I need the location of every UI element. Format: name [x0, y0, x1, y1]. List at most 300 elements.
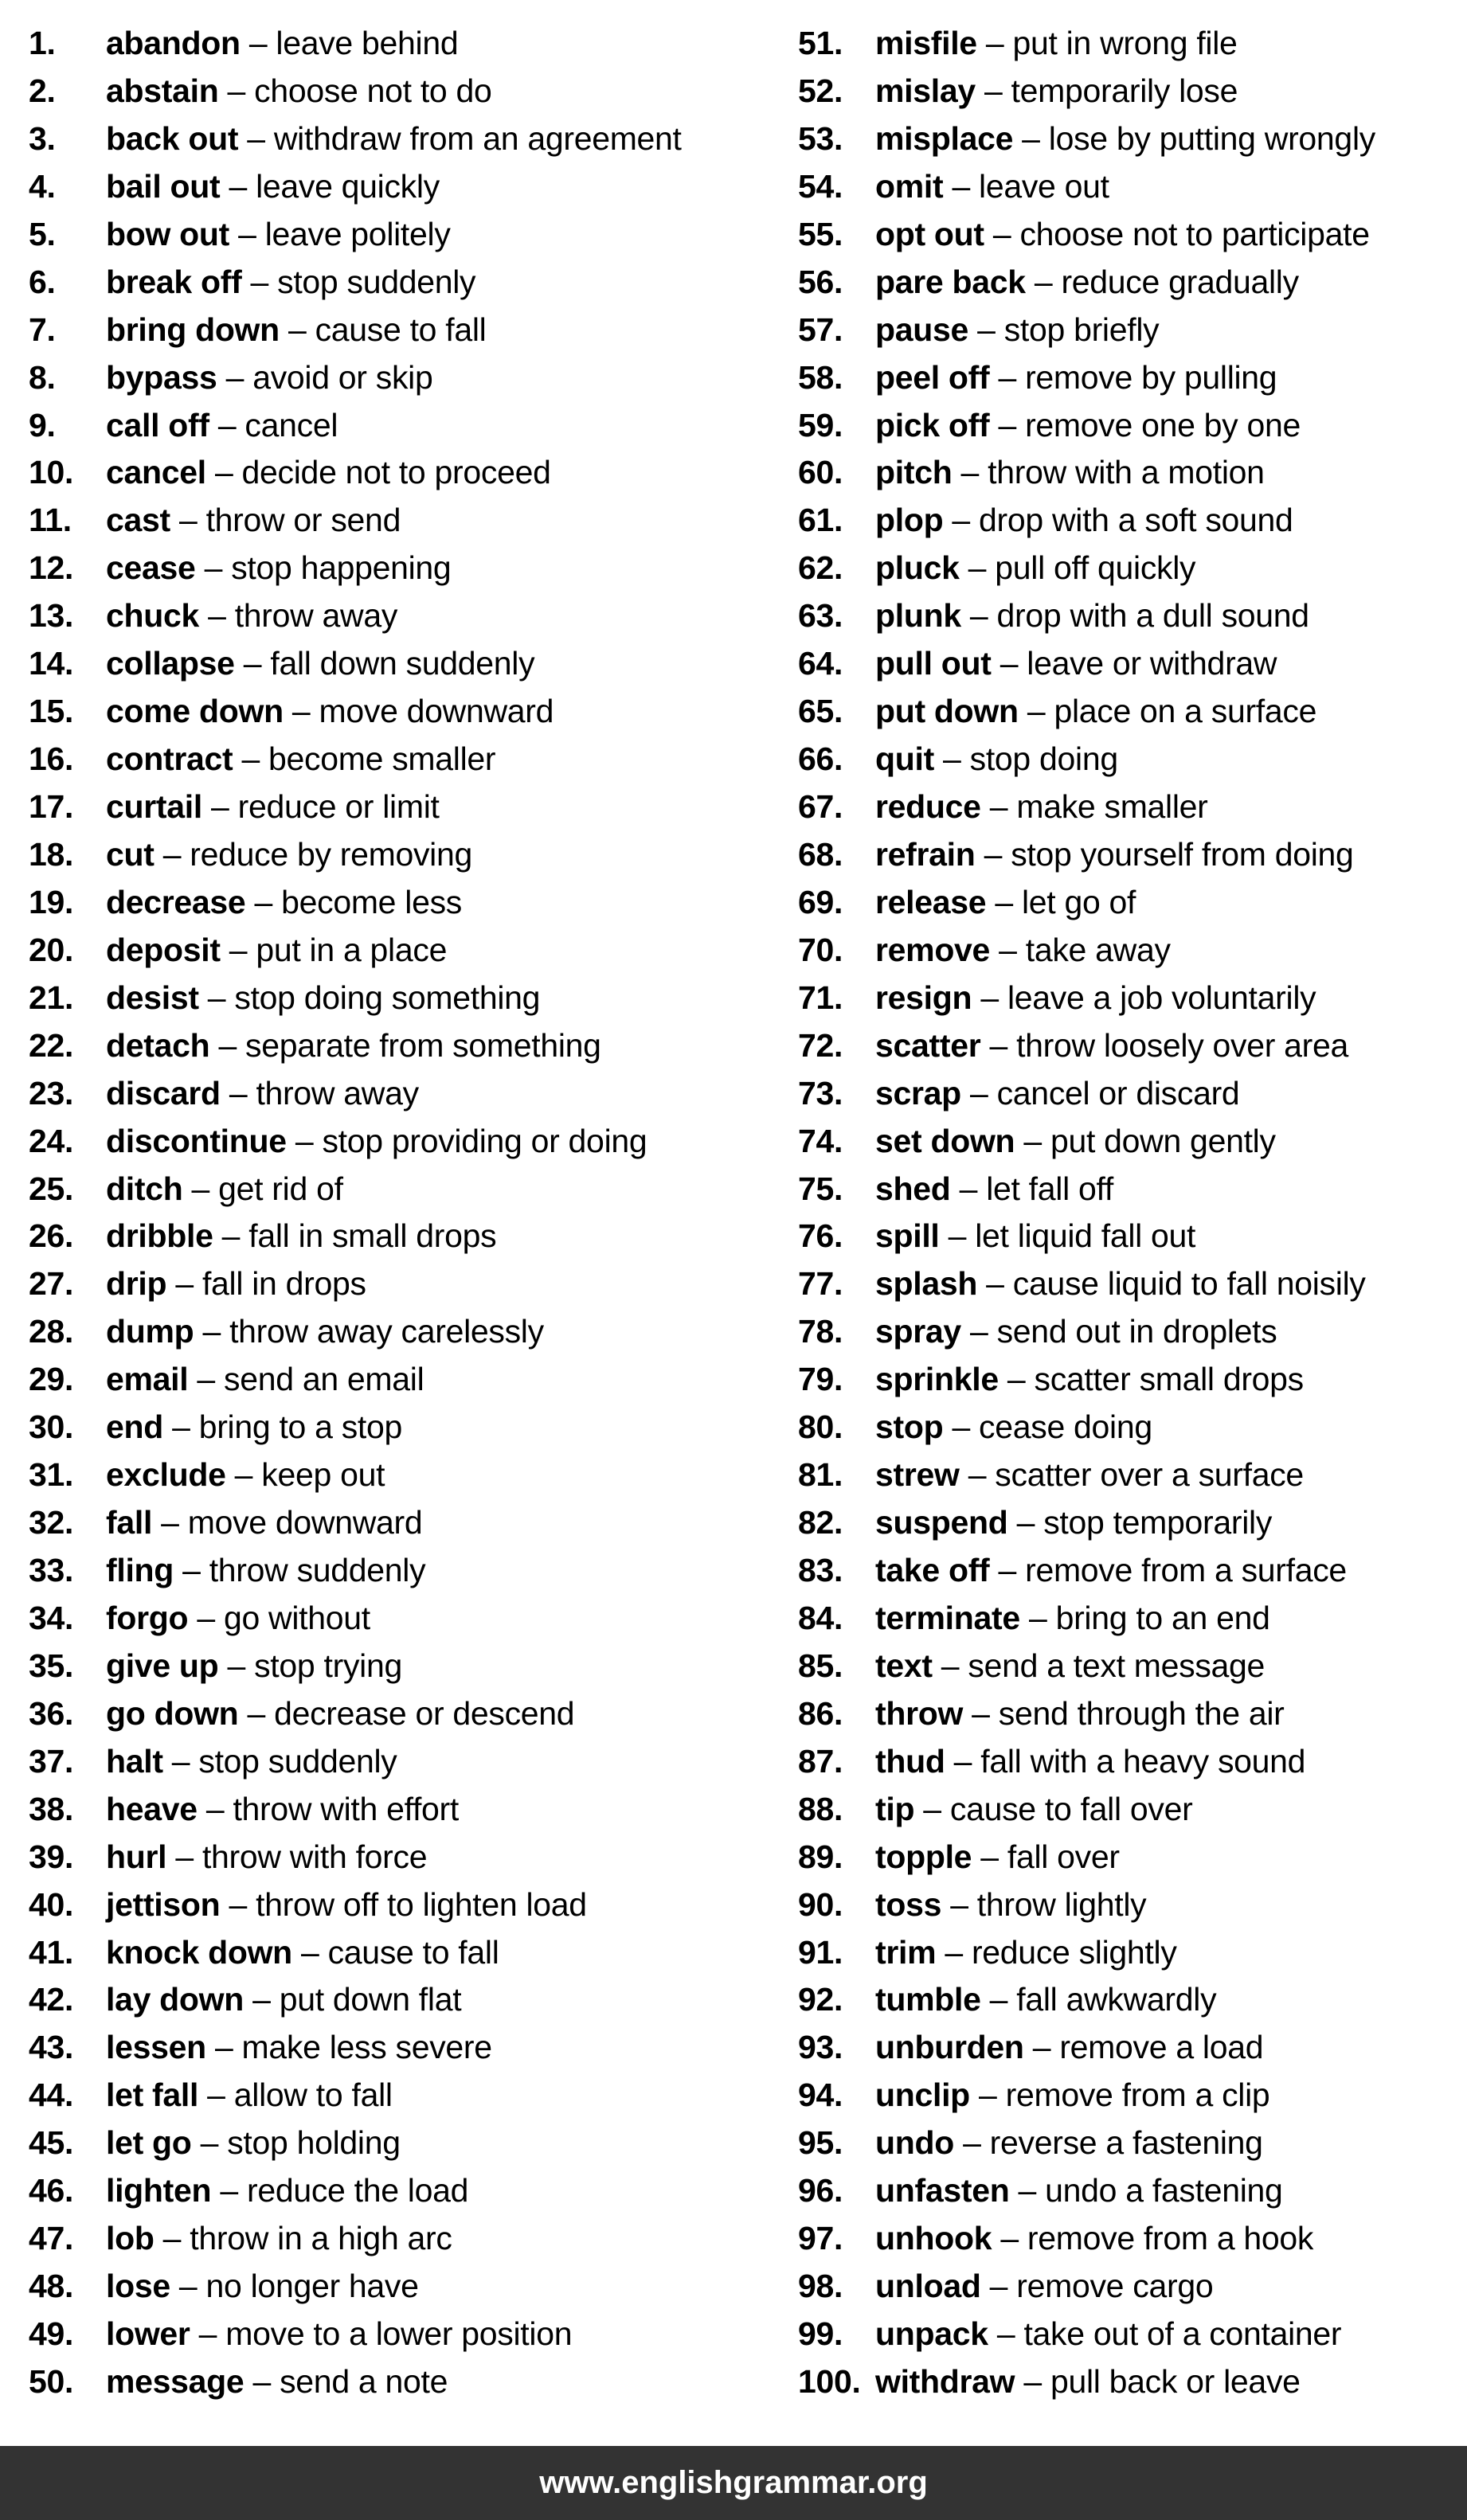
item-term: resign	[875, 979, 972, 1016]
item-definition: put in a place	[256, 931, 448, 968]
item-separator: –	[286, 1122, 323, 1159]
item-number: 79.	[798, 1361, 843, 1398]
item-term: detach	[106, 1026, 210, 1064]
item-definition: put in wrong file	[1012, 25, 1238, 61]
item-number: 30.	[29, 1408, 74, 1446]
item-number: 92.	[798, 1981, 843, 2018]
item-separator: –	[283, 693, 319, 730]
item-number: 69.	[798, 883, 843, 920]
item-term: abstain	[106, 72, 219, 109]
item-entry	[106, 1308, 544, 1356]
item-separator: –	[209, 406, 245, 443]
item-number: 4.	[29, 167, 56, 205]
item-number: 68.	[798, 835, 843, 873]
item-separator: –	[182, 1170, 219, 1207]
item-term: pull out	[875, 645, 992, 682]
item-entry	[875, 1308, 1277, 1356]
item-entry	[875, 2215, 1313, 2263]
item-entry	[106, 402, 338, 450]
item-number: 97.	[798, 2220, 843, 2257]
item-entry	[875, 1213, 1195, 1260]
item-separator: –	[1015, 1122, 1050, 1159]
item-entry	[106, 1881, 587, 1929]
item-definition: withdraw from an agreement	[273, 119, 682, 157]
item-term: bail out	[106, 167, 221, 205]
item-definition: go without	[223, 1599, 370, 1636]
item-term: let fall	[106, 2077, 199, 2114]
item-definition: bring to an end	[1055, 1599, 1270, 1636]
item-term: bring down	[106, 311, 280, 348]
item-entry	[875, 211, 1370, 259]
item-definition: choose not to participate	[1019, 215, 1370, 252]
item-definition: throw with a motion	[988, 454, 1265, 491]
item-definition: leave politely	[264, 215, 451, 252]
item-separator: –	[197, 1790, 233, 1827]
item-separator: –	[943, 167, 980, 205]
item-term: trim	[875, 1933, 937, 1971]
item-entry	[875, 1022, 1348, 1070]
item-entry	[106, 831, 472, 879]
item-entry	[106, 115, 682, 163]
item-separator: –	[229, 215, 265, 252]
item-term: mislay	[875, 72, 976, 109]
item-number: 53.	[798, 119, 843, 157]
item-separator: –	[1009, 2172, 1046, 2209]
item-entry	[106, 1356, 424, 1404]
item-term: abandon	[106, 25, 241, 61]
item-separator: –	[220, 1074, 256, 1112]
item-entry	[106, 1786, 459, 1834]
item-term: halt	[106, 1742, 163, 1780]
item-separator: –	[217, 358, 253, 396]
item-definition: leave quickly	[256, 167, 440, 205]
item-number: 3.	[29, 119, 56, 157]
item-entry	[106, 736, 495, 783]
item-number: 12.	[29, 549, 74, 587]
item-definition: stop yourself from doing	[1011, 835, 1354, 873]
item-separator: –	[998, 1361, 1035, 1398]
item-entry	[875, 1976, 1216, 2024]
item-number: 48.	[29, 2268, 74, 2305]
item-definition: send a note	[280, 2362, 448, 2400]
item-separator: –	[225, 1456, 262, 1494]
item-entry	[106, 1690, 574, 1738]
item-definition: throw suddenly	[209, 1552, 426, 1588]
item-term: knock down	[106, 1933, 292, 1971]
item-number: 42.	[29, 1981, 74, 2018]
item-number: 74.	[798, 1122, 843, 1159]
item-number: 28.	[29, 1313, 74, 1350]
item-number: 76.	[798, 1217, 843, 1255]
item-number: 25.	[29, 1170, 74, 1207]
item-term: set down	[875, 1122, 1015, 1159]
item-definition: fall with a heavy sound	[980, 1742, 1306, 1780]
item-entry	[106, 783, 440, 831]
item-entry	[875, 1881, 1146, 1929]
item-number: 41.	[29, 1933, 74, 1971]
item-entry	[875, 783, 1208, 831]
item-entry	[106, 1404, 402, 1451]
item-term: exclude	[106, 1456, 226, 1494]
item-number: 62.	[798, 549, 843, 587]
item-term: quit	[875, 740, 934, 778]
item-term: lose	[106, 2268, 170, 2305]
item-definition: take away	[1025, 931, 1171, 968]
item-definition: reduce or limit	[237, 788, 440, 825]
item-entry	[875, 831, 1354, 879]
item-separator: –	[218, 72, 255, 109]
item-term: hurl	[106, 1838, 167, 1875]
item-separator: –	[1013, 119, 1049, 157]
item-number: 56.	[798, 263, 843, 300]
item-term: back out	[106, 119, 239, 157]
item-number: 11.	[29, 502, 72, 539]
item-definition: let go of	[1021, 883, 1136, 920]
item-separator: –	[952, 454, 988, 491]
item-term: pluck	[875, 549, 960, 587]
item-definition: fall in drops	[201, 1265, 366, 1303]
item-separator: –	[975, 72, 1011, 109]
item-term: splash	[875, 1265, 978, 1303]
item-term: contract	[106, 740, 233, 778]
item-entry	[875, 497, 1293, 545]
item-number: 27.	[29, 1265, 74, 1303]
item-term: break off	[106, 263, 242, 300]
item-number: 83.	[798, 1552, 843, 1588]
item-number: 73.	[798, 1074, 843, 1112]
item-definition: remove cargo	[1016, 2268, 1214, 2305]
item-entry	[106, 879, 462, 927]
item-definition: pull back or leave	[1050, 2362, 1301, 2400]
item-separator: –	[198, 2077, 234, 2114]
item-number: 1.	[29, 25, 56, 61]
item-definition: stop doing	[969, 740, 1118, 778]
item-definition: let liquid fall out	[975, 1217, 1196, 1255]
item-term: discard	[106, 1074, 221, 1112]
item-entry	[106, 1022, 601, 1070]
item-definition: stop trying	[254, 1647, 402, 1684]
item-term: reduce	[875, 788, 981, 825]
item-term: chuck	[106, 597, 199, 635]
item-separator: –	[936, 1933, 972, 1971]
item-entry	[106, 1595, 370, 1643]
item-number: 55.	[798, 215, 843, 252]
item-number: 17.	[29, 788, 74, 825]
item-separator: –	[241, 263, 278, 300]
item-definition: temporarily lose	[1011, 72, 1238, 109]
item-separator: –	[174, 1552, 209, 1588]
item-term: thud	[875, 1742, 945, 1780]
item-number: 45.	[29, 2124, 74, 2162]
item-separator: –	[960, 1313, 997, 1350]
item-term: misplace	[875, 119, 1014, 157]
item-number: 94.	[798, 2077, 843, 2114]
item-separator: –	[1018, 693, 1054, 730]
item-separator: –	[163, 1408, 199, 1446]
item-term: lighten	[106, 2172, 212, 2209]
item-entry	[875, 259, 1299, 307]
item-term: bypass	[106, 358, 217, 396]
item-entry	[106, 211, 451, 259]
item-term: peel off	[875, 358, 990, 396]
item-term: fall	[106, 1504, 153, 1541]
item-definition: stop providing or doing	[322, 1122, 647, 1159]
item-separator: –	[195, 549, 232, 587]
item-definition: move downward	[319, 693, 554, 730]
item-number: 99.	[798, 2315, 843, 2352]
item-entry	[106, 1976, 461, 2024]
item-definition: cancel or discard	[996, 1074, 1240, 1112]
item-term: curtail	[106, 788, 202, 825]
item-definition: put down gently	[1050, 1122, 1276, 1159]
item-definition: stop suddenly	[198, 1742, 397, 1780]
item-entry	[875, 449, 1265, 497]
item-number: 35.	[29, 1647, 74, 1684]
item-entry	[106, 2120, 401, 2167]
item-entry	[106, 449, 551, 497]
item-term: unclip	[875, 2077, 970, 2114]
item-entry	[106, 1499, 422, 1547]
item-number: 43.	[29, 2029, 74, 2066]
item-number: 96.	[798, 2172, 843, 2209]
item-number: 98.	[798, 2268, 843, 2305]
item-entry	[875, 2024, 1263, 2072]
item-definition: scatter over a surface	[995, 1456, 1304, 1494]
item-entry	[875, 879, 1136, 927]
item-separator: –	[211, 2172, 247, 2209]
item-entry	[875, 354, 1277, 402]
item-separator: –	[279, 311, 315, 348]
item-separator: –	[976, 25, 1013, 61]
item-entry	[875, 1499, 1272, 1547]
item-separator: –	[986, 883, 1022, 920]
item-number: 61.	[798, 502, 843, 539]
item-entry	[106, 1260, 366, 1308]
item-separator: –	[1015, 2362, 1050, 2400]
item-term: unfasten	[875, 2172, 1010, 2209]
item-definition: throw lightly	[976, 1885, 1147, 1923]
item-number: 16.	[29, 740, 74, 778]
item-term: drip	[106, 1265, 167, 1303]
item-separator: –	[218, 1647, 255, 1684]
item-number: 88.	[798, 1790, 843, 1827]
item-entry	[875, 307, 1159, 354]
item-separator: –	[980, 1981, 1017, 2018]
item-term: pause	[875, 311, 968, 348]
item-term: stop	[875, 1408, 944, 1446]
item-definition: decrease or descend	[274, 1694, 575, 1732]
item-term: opt out	[875, 215, 984, 252]
item-separator: –	[960, 1074, 997, 1112]
item-number: 66.	[798, 740, 843, 778]
item-term: cancel	[106, 454, 206, 491]
item-term: come down	[106, 693, 284, 730]
item-definition: move to a lower position	[225, 2315, 573, 2352]
item-definition: throw or send	[205, 502, 401, 539]
item-entry	[875, 1356, 1304, 1404]
item-term: pitch	[875, 454, 953, 491]
item-entry	[875, 1070, 1239, 1118]
item-definition: avoid or skip	[252, 358, 433, 396]
item-term: spill	[875, 1217, 940, 1255]
item-term: lessen	[106, 2029, 206, 2066]
item-separator: –	[1019, 1599, 1056, 1636]
item-definition: throw loosely over area	[1016, 1026, 1349, 1064]
item-separator: –	[194, 1313, 230, 1350]
item-definition: allow to fall	[233, 2077, 393, 2114]
item-separator: –	[152, 1504, 188, 1541]
item-separator: –	[932, 1647, 968, 1684]
item-definition: throw off to lighten load	[256, 1885, 587, 1923]
item-term: release	[875, 883, 987, 920]
item-separator: –	[188, 1361, 225, 1398]
item-separator: –	[988, 2315, 1024, 2352]
item-number: 57.	[798, 311, 843, 348]
item-entry	[875, 1451, 1304, 1499]
item-entry	[106, 592, 397, 640]
item-separator: –	[980, 2268, 1017, 2305]
item-entry	[106, 2167, 468, 2215]
footer-website-link[interactable]: www.englishgrammar.org	[539, 2465, 928, 2500]
item-entry	[106, 2311, 572, 2358]
item-entry	[106, 2215, 452, 2263]
item-term: heave	[106, 1790, 198, 1827]
item-entry	[106, 688, 554, 736]
item-number: 72.	[798, 1026, 843, 1064]
item-separator: –	[980, 1026, 1017, 1064]
item-entry	[875, 1595, 1270, 1643]
item-term: decrease	[106, 883, 246, 920]
item-separator: –	[220, 1885, 256, 1923]
item-entry	[875, 1834, 1120, 1881]
item-separator: –	[953, 2124, 990, 2162]
item-number: 86.	[798, 1694, 843, 1732]
item-separator: –	[941, 1885, 977, 1923]
item-separator: –	[220, 167, 256, 205]
item-definition: cancel	[244, 406, 338, 443]
item-number: 77.	[798, 1265, 843, 1303]
item-number: 90.	[798, 1885, 843, 1923]
item-number: 33.	[29, 1552, 74, 1588]
item-entry	[875, 640, 1277, 688]
item-definition: remove from a surface	[1025, 1552, 1347, 1588]
item-number: 7.	[29, 311, 56, 348]
item-entry	[875, 1929, 1177, 1977]
item-definition: leave out	[979, 167, 1109, 205]
item-number: 40.	[29, 1885, 74, 1923]
item-separator: –	[989, 1552, 1026, 1588]
item-definition: make smaller	[1016, 788, 1208, 825]
item-entry	[875, 1643, 1265, 1690]
item-separator: –	[1007, 1504, 1044, 1541]
item-definition: reduce by removing	[190, 835, 472, 873]
item-separator: –	[244, 1981, 280, 2018]
item-number: 20.	[29, 931, 74, 968]
item-definition: cease doing	[979, 1408, 1152, 1446]
item-separator: –	[960, 597, 997, 635]
item-separator: –	[939, 1217, 976, 1255]
item-entry	[106, 1738, 397, 1786]
item-definition: no longer have	[205, 2268, 419, 2305]
item-definition: bring to a stop	[198, 1408, 403, 1446]
item-definition: cause to fall over	[949, 1790, 1193, 1827]
item-number: 23.	[29, 1074, 74, 1112]
item-term: unpack	[875, 2315, 988, 2352]
item-number: 34.	[29, 1599, 74, 1636]
item-definition: send a text message	[968, 1647, 1266, 1684]
item-term: sprinkle	[875, 1361, 999, 1398]
item-definition: stop suddenly	[277, 263, 476, 300]
item-definition: reduce slightly	[971, 1933, 1177, 1971]
item-entry	[875, 1260, 1366, 1308]
item-separator: –	[154, 835, 190, 873]
item-entry	[106, 20, 458, 68]
item-term: plunk	[875, 597, 961, 635]
item-entry	[106, 1834, 427, 1881]
item-number: 63.	[798, 597, 843, 635]
item-entry	[875, 688, 1316, 736]
item-number: 67.	[798, 788, 843, 825]
item-definition: leave a job voluntarily	[1007, 979, 1316, 1016]
item-number: 26.	[29, 1217, 74, 1255]
item-separator: –	[959, 549, 996, 587]
item-definition: undo a fastening	[1045, 2172, 1283, 2209]
item-definition: remove a load	[1059, 2029, 1264, 2066]
item-entry	[875, 2167, 1283, 2215]
item-separator: –	[959, 1456, 996, 1494]
item-entry	[106, 307, 487, 354]
item-definition: pull off quickly	[995, 549, 1196, 587]
item-definition: move downward	[187, 1504, 423, 1541]
item-definition: remove from a clip	[1005, 2077, 1270, 2114]
item-separator: –	[209, 1026, 246, 1064]
item-term: spray	[875, 1313, 961, 1350]
item-entry	[106, 163, 440, 211]
item-separator: –	[234, 645, 271, 682]
item-entry	[875, 1166, 1113, 1213]
item-term: forgo	[106, 1599, 189, 1636]
item-term: desist	[106, 979, 199, 1016]
item-separator: –	[201, 788, 238, 825]
item-number: 89.	[798, 1838, 843, 1875]
item-separator: –	[190, 2315, 226, 2352]
item-number: 6.	[29, 263, 56, 300]
item-separator: –	[945, 1742, 981, 1780]
item-number: 31.	[29, 1456, 74, 1494]
item-separator: –	[220, 931, 256, 968]
item-separator: –	[198, 979, 235, 1016]
item-entry	[106, 1451, 385, 1499]
item-separator: –	[162, 1742, 199, 1780]
item-separator: –	[980, 788, 1017, 825]
item-number: 60.	[798, 454, 843, 491]
item-definition: get rid of	[218, 1170, 343, 1207]
item-number: 78.	[798, 1313, 843, 1350]
item-definition: reduce gradually	[1061, 263, 1299, 300]
item-separator: –	[989, 406, 1026, 443]
item-term: message	[106, 2362, 244, 2400]
item-number: 65.	[798, 693, 843, 730]
item-number: 52.	[798, 72, 843, 109]
item-number: 5.	[29, 215, 56, 252]
item-number: 38.	[29, 1790, 74, 1827]
item-definition: let fall off	[986, 1170, 1113, 1207]
item-definition: stop briefly	[1003, 311, 1160, 348]
item-definition: leave behind	[276, 25, 459, 61]
item-term: go down	[106, 1694, 239, 1732]
item-number: 50.	[29, 2362, 74, 2400]
item-term: undo	[875, 2124, 954, 2162]
